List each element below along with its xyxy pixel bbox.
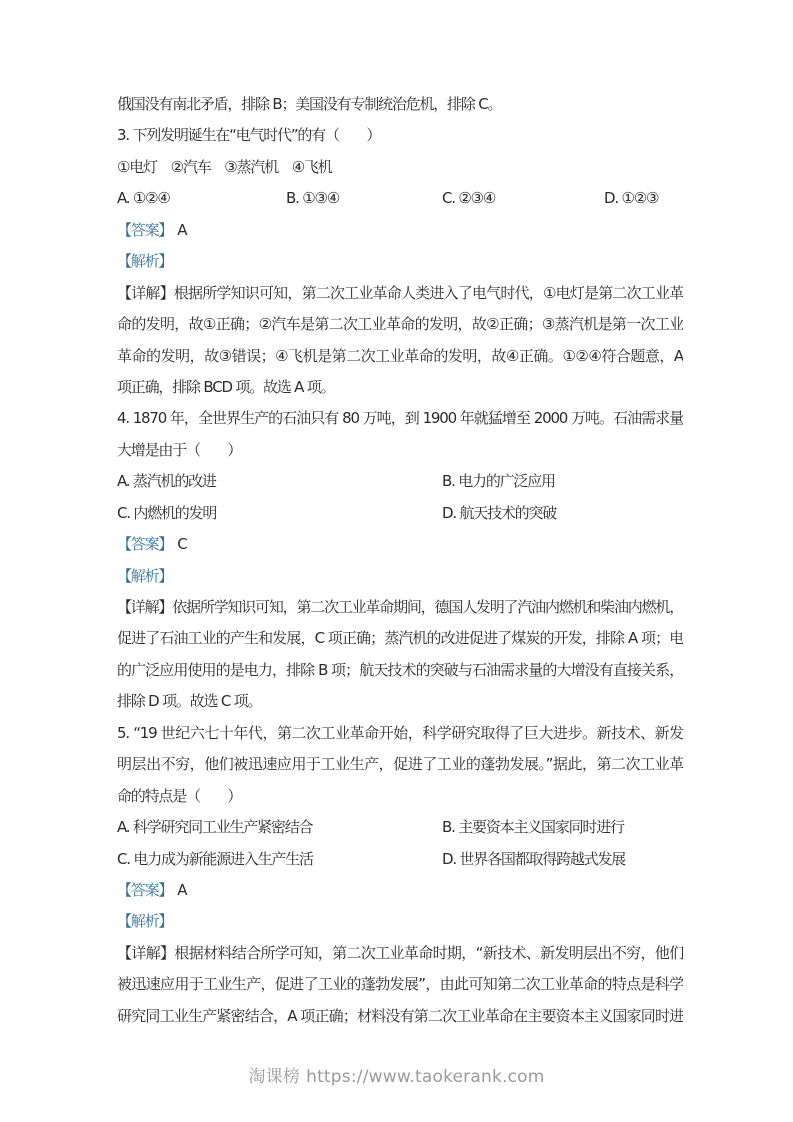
option-b: B. 电力的广泛应用 — [442, 472, 555, 491]
footer-brand: 淘课榜 — [248, 1067, 301, 1087]
question-5-detail-line: 研究同工业生产紧密结合，A 项正确；材料没有第二次工业革命在主要资本主义国家同时进 — [117, 1006, 683, 1025]
question-3-stem: 3. 下列发明诞生在“电气时代”的有（ ） — [117, 126, 381, 145]
answer-value: C — [177, 535, 187, 554]
footer-url: https://www.taokerank.com — [306, 1067, 545, 1087]
question-5-options-row — [117, 812, 683, 843]
option-b: B. 主要资本主义国家同时进行 — [442, 818, 624, 837]
question-3-detail-line: 命的发明，故①正确；②汽车是第二次工业革命的发明，故②正确；③蒸汽机是第一次工业 — [117, 315, 683, 334]
answer-value: A — [177, 220, 187, 239]
question-5-stem: 命的特点是（ ） — [117, 786, 242, 805]
option-a: A. 蒸汽机的改进 — [117, 472, 216, 491]
analysis-label: 【解析】 — [117, 252, 173, 271]
option-a: A. 科学研究同工业生产紧密结合 — [117, 818, 313, 837]
question-5-answer-line — [117, 875, 683, 906]
option-b: B. ①③④ — [286, 189, 339, 208]
question-4-stem: 4. 1870 年，全世界生产的石油只有 80 万吨，到 1900 年就猛增至 2000 万吨。石油需求量 — [117, 409, 683, 428]
q2-explanation-tail: 俄国没有南北矛盾，排除 B；美国没有专制统治危机，排除 C。 — [117, 95, 502, 113]
question-4-options-row — [117, 466, 683, 497]
question-4-detail-line: 排除 D 项。故选 C 项。 — [117, 692, 262, 711]
option-d: D. 航天技术的突破 — [442, 503, 557, 522]
footer-watermark — [0, 1062, 793, 1093]
option-d: D. ①②③ — [604, 189, 659, 208]
question-5-detail-line: 被迅速应用于工业生产，促进了工业的蓬勃发展”，由此可知第二次工业革命的特点是科学 — [117, 975, 683, 994]
question-4-answer-line — [117, 529, 683, 560]
question-5-stem: 明层出不穷，他们被迅速应用于工业生产，促进了工业的蓬勃发展。”据此，第二次工业革 — [117, 755, 683, 774]
answer-label: 【答案】 — [117, 220, 173, 239]
question-4-detail-line: 【详解】依据所学知识可知，第二次工业革命期间，德国人发明了汽油内燃机和柴油内燃机， — [117, 598, 683, 616]
answer-label: 【答案】 — [117, 880, 173, 899]
option-a: A. ①②④ — [117, 189, 170, 208]
option-c: C. 内燃机的发明 — [117, 503, 217, 522]
question-5-analysis-line — [117, 906, 683, 937]
question-4-stem: 大增是由于（ ） — [117, 440, 242, 459]
answer-label: 【答案】 — [117, 535, 173, 554]
option-c: C. ②③④ — [442, 189, 496, 208]
question-3-detail-line: 项正确，排除 BCD 项。故选 A 项。 — [117, 377, 335, 396]
question-5-options-row — [117, 844, 683, 875]
exam-page-content — [117, 89, 683, 1032]
question-3-answer-line — [117, 215, 683, 246]
question-4-detail-line: 促进了石油工业的产生和发展，C 项正确；蒸汽机的改进促进了煤炭的开发，排除 A 项；电 — [117, 629, 683, 648]
question-3-items: ①电灯 ②汽车 ③蒸汽机 ④飞机 — [117, 157, 332, 176]
analysis-label: 【解析】 — [117, 912, 173, 931]
question-5-detail-line: 【详解】根据材料结合所学可知，第二次工业革命时期，“新技术、新发明层出不穷，他们 — [117, 943, 683, 962]
question-5-stem: 5. “19 世纪六七十年代，第二次工业革命开始，科学研究取得了巨大进步。新技术、新发 — [117, 723, 683, 742]
question-4-detail-line: 的广泛应用使用的是电力，排除 B 项；航天技术的突破与石油需求量的大增没有直接关系， — [117, 660, 683, 679]
option-d: D. 世界各国都取得跨越式发展 — [442, 849, 626, 868]
option-c: C. 电力成为新能源进入生产生活 — [117, 849, 313, 868]
question-3-analysis-line — [117, 246, 683, 277]
analysis-label: 【解析】 — [117, 566, 173, 585]
question-3-detail-line: 【详解】根据所学知识可知，第二次工业革命人类进入了电气时代，①电灯是第二次工业革 — [117, 283, 683, 302]
answer-value: A — [177, 880, 187, 899]
question-3-detail-line: 革命的发明，故③错误；④飞机是第二次工业革命的发明，故④正确。①②④符合题意，A — [117, 346, 683, 365]
question-4-analysis-line — [117, 561, 683, 592]
question-4-options-row — [117, 498, 683, 529]
question-3-options — [117, 183, 683, 214]
